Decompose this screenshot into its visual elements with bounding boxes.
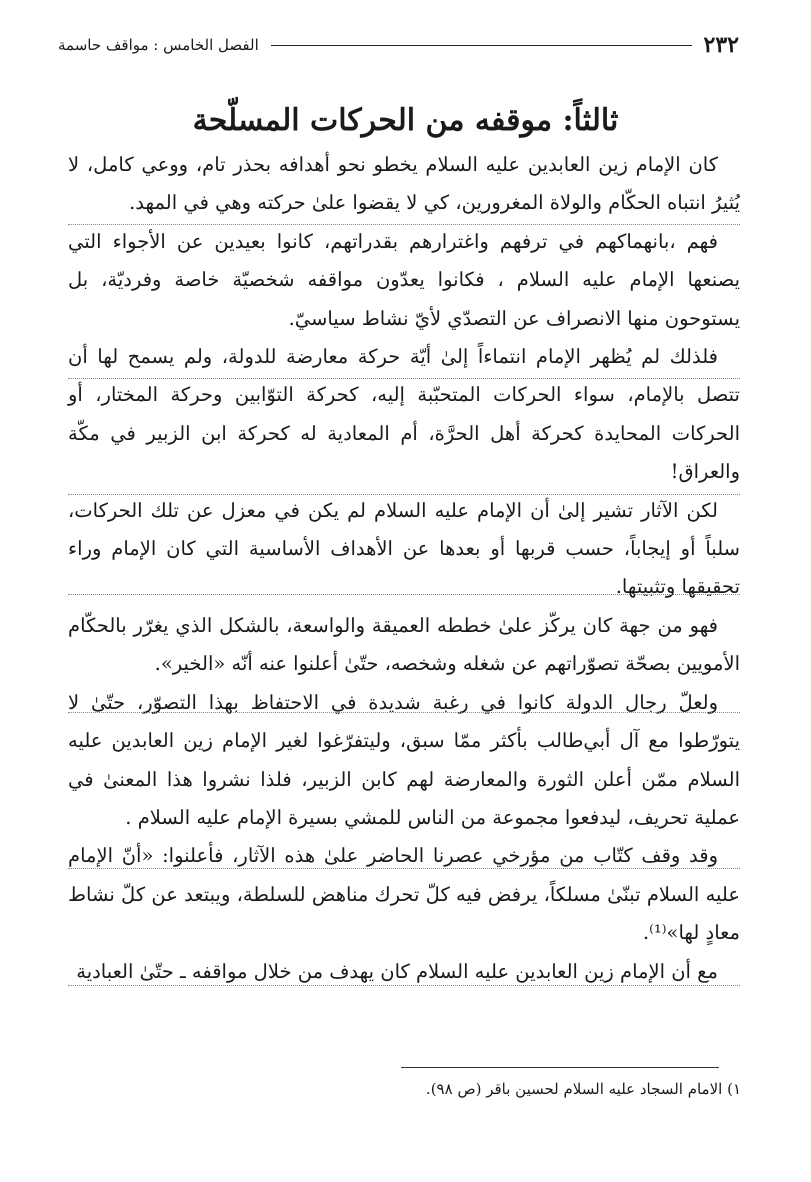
paragraph-separator — [68, 712, 740, 713]
page-number: ٢٣٢ — [703, 32, 739, 58]
paragraph-separator — [68, 378, 740, 379]
footnote-1: ١) الامام السجاد عليه السلام لحسين باقر (ص ٩٨). — [425, 1080, 741, 1098]
paragraph-4: لكن الآثار تشير إلىٰ أن الإمام عليه السلام لم يكن في معزل عن تلك الحركات، سلباً أو إيجاباً، حسب قربها أو بعدها عن الأهداف الأساسية التي كان الإمام وراء تحقيقها وتثبيتها. — [68, 498, 740, 599]
paragraph-separator — [68, 224, 740, 225]
running-header — [58, 30, 739, 60]
paragraph-separator — [68, 594, 740, 595]
header-rule — [271, 45, 692, 46]
chapter-title: الفصل الخامس : مواقف حاسمة — [58, 36, 259, 54]
paragraph-2: فهم ،بانهماكهم في ترفهم واغترارهم بقدراتهم، كانوا بعيدين عن الأجواء التي يصنعها الإمام عليه السلام ، فكانوا يعدّون مواقفه شخصيّة خاصة وفرديّة، بل يستوحون منها الانصراف عن التصدّي لأيّ نشاط سياسيّ. — [68, 229, 740, 330]
paragraph-7: وقد وقف كتّاب من مؤرخي عصرنا الحاضر علىٰ هذه الآثار، فأعلنوا: «أنّ الإمام عليه السلام تبنّىٰ مسلكاً، يرفض فيه كلّ تحرك مناهض للسلطة، ويبتعد عن كلّ نشاط معادٍ لها»⁽¹⁾. — [68, 844, 740, 945]
paragraph-separator — [68, 868, 740, 869]
footnote-rule — [401, 1067, 719, 1068]
paragraph-3: فلذلك لم يُظهر الإمام انتماءاً إلىٰ أيّة حركة معارضة للدولة، ولم يسمح لها أن تتصل بالإمام، سواء الحركات المتحبّبة إليه، كحركة التوّابين وحركة المختار، أو الحركات المحايدة كحركة أهل الحرَّة، أم المعادية له كحركة ابن الزبير في مكّة والعراق! — [68, 345, 740, 484]
paragraph-separator — [68, 985, 740, 986]
paragraph-8: مع أن الإمام زين العابدين عليه السلام كان يهدف من خلال مواقفه ـ حتّىٰ العبادية — [76, 959, 718, 983]
section-title: ثالثاً: موقفه من الحركات المسلّحة — [192, 103, 619, 138]
paragraph-separator — [68, 494, 740, 495]
paragraph-5: فهو من جهة كان يركّز علىٰ خططه العميقة والواسعة، بالشكل الذي يغرّر بالحكّام الأمويين بصحّة تصوّراتهم عن شغله وشخصه، حتّىٰ أعلنوا عنه أنّه «الخير». — [68, 613, 740, 676]
paragraph-6: ولعلّ رجال الدولة كانوا في رغبة شديدة في الاحتفاظ بهذا التصوّر، حتّىٰ لا يتورّطوا مع آل أبي‌طالب بأكثر ممّا سبق، وليتفرّغوا لغير الإمام زين العابدين عليه السلام ممّن أعلن الثورة والمعارضة لهم كابن الزبير، فلذا نشروا هذا المعنىٰ في عملية تحريف، ليدفعوا مجموعة من الناس للمشي بسيرة الإمام عليه السلام . — [68, 690, 740, 829]
paragraph-1: كان الإمام زين العابدين عليه السلام يخطو نحو أهدافه بحذر تام، ووعي كامل، لا يُثيرُ انتباه الحكّام والولاة المغرورين، كي لا يقضوا علىٰ حركته وهي في المهد. — [68, 153, 740, 215]
body-text — [68, 146, 740, 991]
